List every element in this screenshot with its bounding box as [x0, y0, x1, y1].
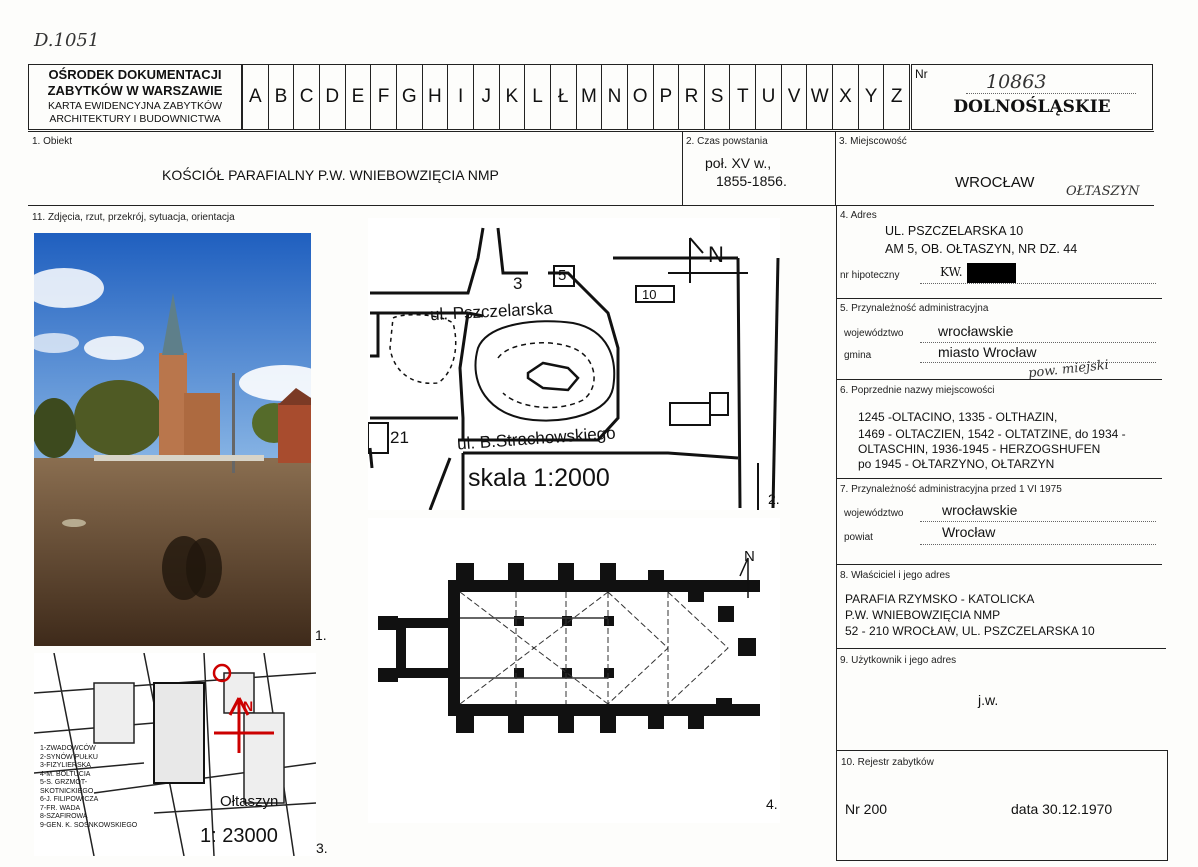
city-map-town-label: Ołtaszyn: [220, 793, 279, 810]
index-letter: V: [781, 64, 807, 130]
index-letter: H: [422, 64, 448, 130]
field6-label: 6. Poprzednie nazwy miejscowości: [840, 385, 995, 396]
mortgage-label: nr hipoteczny: [840, 270, 900, 281]
locality-handwritten: OŁTASZYN: [1066, 184, 1140, 199]
field7-bottom-line: [836, 564, 1162, 565]
index-letter: A: [248, 86, 262, 107]
church-photo: [34, 233, 311, 646]
org-name-line1: OŚRODEK DOKUMENTACJI: [48, 67, 222, 82]
nr-label: Nr: [915, 67, 928, 81]
index-letter: Y: [858, 64, 884, 130]
lot-number-5: 5: [558, 267, 567, 284]
owner-line3: 52 - 210 WROCŁAW, UL. PSZCZELARSKA 10: [845, 624, 1095, 638]
nr-region-box: [911, 64, 1153, 130]
row1-bottom-line: [28, 205, 1154, 206]
index-letter: F: [370, 64, 396, 130]
row1-divider-a: [682, 131, 683, 205]
nr-value-line: [966, 93, 1136, 94]
field4-bottom-line: [836, 298, 1162, 299]
field8-bottom-line: [836, 648, 1166, 649]
legend-item: 8-SZAFIROWA: [40, 813, 88, 820]
index-letter: E: [345, 64, 371, 130]
alphabet-index: [243, 64, 909, 130]
field10-label: 10. Rejestr zabytków: [841, 757, 934, 768]
commune-label: gmina: [844, 350, 872, 361]
locality-name: WROCŁAW: [955, 174, 1035, 191]
voivodeship-label: województwo: [844, 328, 904, 339]
map-scale-label: skala 1:2000: [468, 464, 610, 492]
city-map: [34, 653, 316, 856]
former-names-line3: OLTASCHIN, 1936-1945 - HERZOGSHUFEN: [858, 442, 1101, 456]
corner-note: D.1051: [34, 30, 100, 51]
nr-value: 10863: [986, 71, 1047, 93]
index-letter: L: [524, 64, 550, 130]
image2-number: 2.: [768, 491, 780, 507]
former-names-line2: 1469 - OLTACZIEN, 1542 - OLTATZINE, do 1934 -: [858, 427, 1126, 441]
legend-item: 7-FR. WADA: [40, 804, 81, 812]
field5-bottom-line: [836, 379, 1162, 380]
index-letter: R: [678, 64, 704, 130]
old-voivodeship-value: wrocławskie: [942, 502, 1018, 518]
legend-item: 2-SYNÓW PUŁKU: [40, 753, 98, 761]
field8-label: 8. Właściciel i jego adres: [840, 570, 951, 581]
header-org-box: [28, 64, 242, 130]
field5-label: 5. Przynależność administracyjna: [840, 303, 989, 314]
legend-item: 5-S. GRZMOT-: [40, 779, 88, 786]
field9-label: 9. Użytkownik i jego adres: [840, 655, 957, 666]
index-letter: J: [473, 64, 499, 130]
street-label-pszczelarska: ul. Pszczelarska: [429, 298, 554, 325]
field7-label: 7. Przynależność administracyjna przed 1 VI 1975: [840, 484, 1062, 495]
index-letter: M: [576, 64, 602, 130]
legend-item: 1-ZWADOWCÓW: [40, 745, 96, 752]
plan-north-label: N: [744, 548, 755, 565]
index-letter: K: [499, 64, 525, 130]
owner-line1: PARAFIA RZYMSKO - KATOLICKA: [845, 592, 1035, 606]
index-letter: X: [832, 64, 858, 130]
voivodeship-value: wrocławskie: [938, 323, 1014, 339]
index-letter: Ł: [550, 64, 576, 130]
index-letter: S: [704, 64, 730, 130]
site-north-label: N: [708, 242, 724, 267]
voivodeship-line: [920, 342, 1156, 343]
commune-value: miasto Wrocław: [938, 344, 1037, 360]
city-map-scale-label: 1: 23000: [200, 825, 278, 847]
row1-divider-b: [835, 131, 836, 205]
address-line1: UL. PSZCZELARSKA 10: [885, 224, 1024, 238]
former-names-line4: po 1945 - OŁTARZYNO, OŁTARZYN: [858, 457, 1055, 471]
legend-item: 3-FIZYLIERSKA: [40, 762, 91, 769]
field2-label: 2. Czas powstania: [686, 136, 768, 147]
card-subtitle-line1: KARTA EWIDENCYJNA ZABYTKÓW: [47, 100, 223, 112]
old-voivodeship-line: [920, 521, 1156, 522]
object-name: KOŚCIÓŁ PARAFIALNY P.W. WNIEBOWZIĘCIA NMP: [162, 167, 499, 183]
lot-number-21: 21: [390, 428, 409, 447]
org-name-line2: ZABYTKÓW W WARSZAWIE: [47, 83, 223, 98]
index-letter: C: [293, 64, 319, 130]
image3-number: 3.: [316, 840, 328, 856]
index-letter: U: [755, 64, 781, 130]
date-line1: poł. XV w.,: [705, 155, 772, 171]
field1-label: 1. Obiekt: [32, 136, 73, 147]
city-map-north-label: N: [243, 698, 254, 714]
index-letter: Z: [883, 64, 909, 130]
field3-label: 3. Miejscowość: [839, 136, 907, 147]
image1-number: 1.: [315, 627, 327, 643]
register-box: [836, 750, 1168, 861]
county-label: powiat: [844, 532, 873, 543]
legend-item: SKOTNICKIEGO: [40, 787, 94, 795]
church-floor-plan: [368, 518, 780, 823]
index-letter: G: [396, 64, 422, 130]
mortgage-value: KW.: [940, 265, 963, 279]
legend-item: 9-GEN. K. SOSNKOWSKIEGO: [40, 821, 138, 829]
index-letter: T: [729, 64, 755, 130]
card-subtitle-line2: ARCHITEKTURY I BUDOWNICTWA: [49, 113, 221, 125]
index-letter: O: [627, 64, 653, 130]
address-line2: AM 5, OB. OŁTASZYN, NR DZ. 44: [885, 242, 1078, 256]
commune-handwritten: pow. miejski: [1027, 357, 1110, 382]
index-letter: W: [806, 64, 832, 130]
index-letter: P: [653, 64, 679, 130]
user-value: j.w.: [978, 692, 999, 708]
index-letter: B: [268, 64, 294, 130]
lot-number-10: 10: [642, 287, 657, 302]
mortgage-line: [920, 283, 1156, 284]
date-line2: 1855-1856.: [716, 173, 787, 189]
region-name: DOLNOŚLĄSKIE: [953, 97, 1111, 117]
lot-number-3: 3: [513, 274, 523, 293]
former-names-line1: 1245 -OLTACINO, 1335 - OLTHAZIN,: [858, 410, 1058, 424]
index-letter: N: [601, 64, 627, 130]
old-voivodeship-label: województwo: [844, 508, 904, 519]
register-number: Nr 200: [845, 801, 888, 817]
redaction-block: [967, 263, 1016, 283]
register-date: data 30.12.1970: [1011, 801, 1113, 817]
site-map: [368, 218, 780, 510]
legend-item: 4-M. BOLTUCIA: [40, 770, 91, 778]
county-line: [920, 544, 1156, 545]
commune-line: [920, 362, 1156, 363]
legend-item: 6-J. FILIPOWICZA: [40, 796, 99, 803]
owner-line2: P.W. WNIEBOWZIĘCIA NMP: [845, 608, 1001, 622]
field11-label: 11. Zdjęcia, rzut, przekrój, sytuacja, orientacja: [32, 212, 235, 223]
image4-number: 4.: [766, 796, 778, 812]
index-letter: I: [447, 64, 473, 130]
field6-bottom-line: [836, 478, 1162, 479]
index-letter: D: [319, 64, 345, 130]
street-label-strachowskiego: ul. B.Strachowskiego: [456, 423, 617, 454]
row1-top-line: [28, 131, 1154, 132]
city-map-legend: [40, 745, 137, 830]
field4-label: 4. Adres: [840, 210, 877, 221]
county-value: Wrocław: [942, 524, 996, 540]
